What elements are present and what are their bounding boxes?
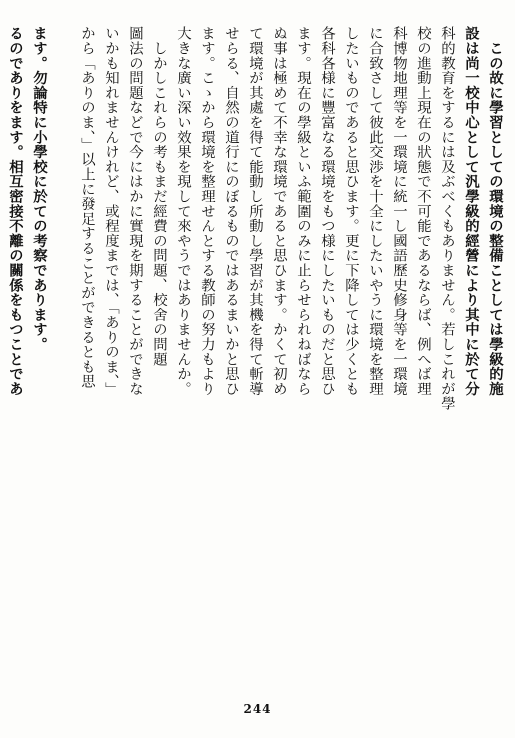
- text-line: て環境が其處を得て能動し所動し學習が其機を得て斬導: [247, 26, 263, 396]
- text-line: いかも知れませんけれど、或程度までは、「ありのま、」: [103, 26, 119, 397]
- text-line: 設は尚一校中心として汎學級的經營により其中に於て分: [463, 26, 480, 396]
- text-line: 校の進動上現在の狀態で不可能であるならば、例へば理: [415, 26, 431, 396]
- text-line: 科博物地理等を一環境に統一し國語歷史修身等を一環境: [391, 26, 407, 396]
- text-line: 科的教育をするには及ぶべくもありません。若しこれが學: [439, 26, 455, 411]
- page-number: 244: [243, 702, 272, 716]
- blank-line: [51, 26, 75, 694]
- text-line: この故に學習としての環境の整備ことしては學級的施: [487, 26, 504, 396]
- text-line: [0, 26, 3, 694]
- text-line: るのでありをます。相互密接不離の關係をもつことであ: [7, 26, 24, 396]
- text-line: せらる、自然の道行にのぼるものではあるまいかと思ひ: [223, 26, 239, 396]
- vertical-text-block: [7, 26, 507, 694]
- text-line: ます。こゝから環境を整理せんとする教師の努力もより: [199, 26, 215, 396]
- text-line: しかしこれらの考もまだ經費の問題、校舍の問題: [151, 26, 167, 367]
- text-line: に合致さして彼此交渉を十全にしたいやうに環境を整理: [367, 26, 383, 396]
- text-line: ます。勿論特に小學校に於ての考察であります。: [31, 26, 48, 352]
- text-line: 圖法の問題などで今にはかに實現を期することができな: [127, 26, 143, 396]
- text-line: 各科各様に豐富なる環境をもつ様にしたいものだと思ひ: [319, 26, 335, 396]
- text-line: ます。現在の學級といふ範圍のみに止らせられねばなら: [295, 26, 311, 396]
- text-line: から「ありのま、」以上に發足することができるとも思: [79, 26, 95, 389]
- text-line: ぬ事は極めて不幸な環境であると思ひます。かくて初め: [271, 26, 287, 396]
- text-line: したいものであると思ひます。更に下降しては少くとも: [343, 26, 359, 396]
- text-line: 大きな廣い深い效果を現して來やうではありませんか。: [175, 26, 191, 396]
